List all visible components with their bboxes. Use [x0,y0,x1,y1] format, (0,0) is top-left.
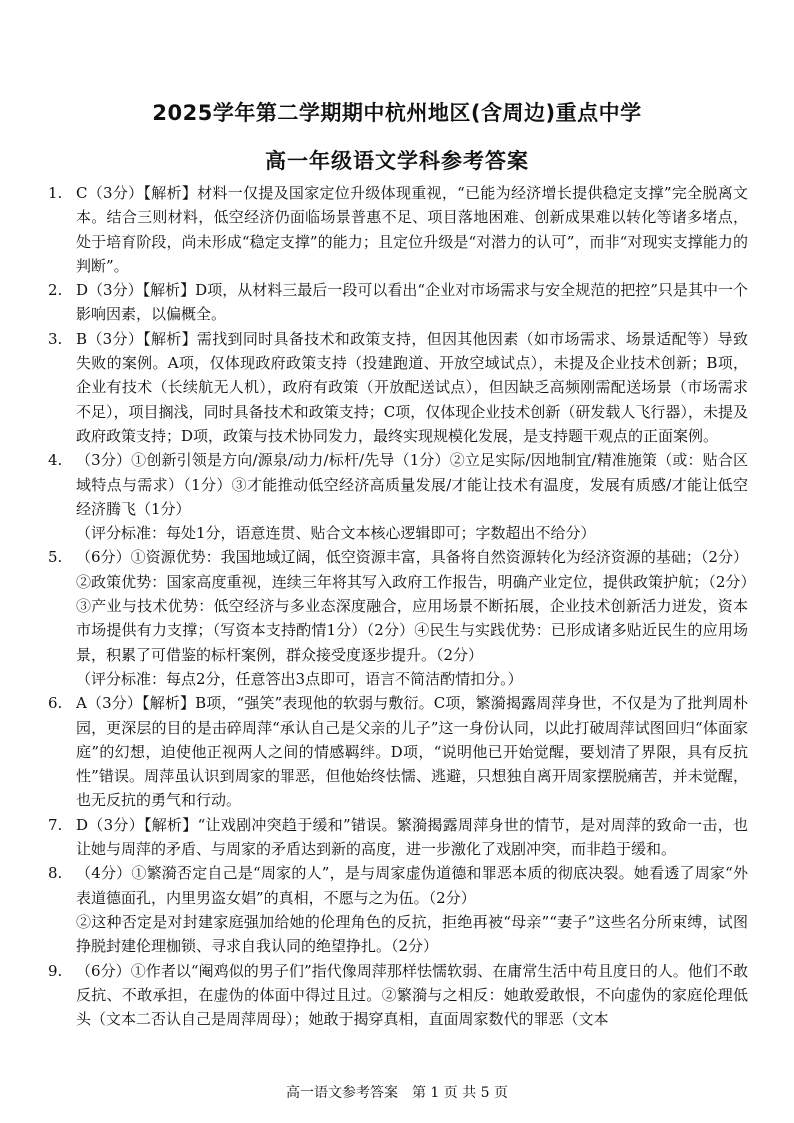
answer-number: 5. [48,548,63,567]
answer-number: 7. [48,815,63,834]
answer-paragraph: B（3分）【解析】需找到同时具备技术和政策支持，但因其他因素（如市场需求、场景适配等）导致失败的案例。A项，仅体现政府政策支持（投建跑道、开放空域试点），未提及企业技术创新；B项，企业有技术（长续航无人机），政府有政策（开放配送试点），但因缺乏高频刚需配送场景（市场需求不足），项目搁浅，同时具备技术和政策支持；C项，仅体现企业技术创新（研发载人飞行器），未提及政府政策支持；D项，政策与技术协同发力，最终实现规模化发展，是支持题干观点的正面案例。 [76,329,748,445]
answer-paragraph: （评分标准：每处1分，语意连贯、贴合文本核心逻辑即可；字数超出不给分） [76,524,596,543]
answer-number: 1. [48,184,63,202]
answer-paragraph: （6分）①资源优势：我国地域辽阔，低空资源丰富，具备将自然资源转化为经济资源的基础；（2分）②政策优势：国家高度重视，连续三年将其写入政府工作报告，明确产业定位，提供政策护航；（2分）③产业与技术优势：低空经济与多业态深度融合，应用场景不断拓展，企业技术创新活力迸发，资本市场提供有力支撑；（写资本支持酌情1分）（2分）④民生与实践优势：已形成诸多贴近民生的应用场景，积累了可借鉴的标杆案例，群众接受度逐步提升。（2分） [76,548,748,664]
answer-paragraph: ②这种否定是对封建家庭强加给她的伦理角色的反抗，拒绝再被“母亲”“妻子”这些名分所束缚，试图挣脱封建伦理枷锁、寻求自我认同的绝望挣扎。（2分） [76,912,748,956]
answer-number: 3. [48,329,63,348]
answer-item [48,959,748,1032]
answer-item [48,448,748,545]
answer-item [48,278,748,327]
answer-body [76,278,748,327]
answer-list [48,181,748,1031]
answer-body [76,813,748,862]
answer-body [76,959,748,1032]
answer-paragraph: （3分）①创新引领是方向/源泉/动力/标杆/先导（1分）②立足实际/因地制宜/精准施策（或：贴合区域特点与需求）（1分）③才能推动低空经济高质量发展/才能让技术有温度，发展有质感/才能让低空经济腾飞（1分） [76,451,748,518]
answer-item [48,861,748,958]
answer-body [76,327,748,448]
answer-item [48,545,748,691]
answer-paragraph: C（3分）【解析】材料一仅提及国家定位升级体现重视，“已能为经济增长提供稳定支撑”完全脱离文本。结合三则材料，低空经济仍面临场景普惠不足、项目落地困难、创新成果难以转化等诸多堵点，处于培育阶段，尚未形成“稳定支撑”的能力；且定位升级是“对潜力的认可”，而非“对现实支撑能力的判断”。 [76,184,748,275]
answer-paragraph: （6分）①作者以“阉鸡似的男子们”指代像周萍那样怯懦软弱、在庸常生活中苟且度日的人。他们不敢反抗、不敢承担，在虚伪的体面中得过且过。②繁漪与之相反：她敢爱敢恨，不向虚伪的家庭伦理低头（文本二否认自己是周萍周母）；她敢于揭穿真相，直面周家数代的罪恶（文本 [76,961,748,1029]
answer-number: 4. [48,451,63,470]
answer-paragraph: D（3分）【解析】“让戏剧冲突趋于缓和”错误。繁漪揭露周萍身世的情节，是对周萍的致命一击，也让她与周萍的矛盾、与周家的矛盾达到新的高度，进一步激化了戏剧冲突，而非趋于缓和。 [76,815,748,859]
answer-paragraph: （4分）①繁漪否定自己是“周家的人”，是与周家虚伪道德和罪恶本质的彻底决裂。她看透了周家“外表道德面孔，内里男盗女娼”的真相，不愿与之为伍。（2分） [76,864,748,907]
answer-paragraph: （评分标准：每点2分，任意答出3点即可，语言不简洁酌情扣分。） [76,669,523,688]
answer-body [76,691,748,812]
answer-body [76,181,748,278]
answer-number: 6. [48,694,63,713]
answer-item [48,691,748,812]
answer-number: 9. [48,961,63,980]
answer-paragraph: D（3分）【解析】D项，从材料三最后一段可以看出“企业对市场需求与安全规范的把控”只是其中一个影响因素，以偏概全。 [76,281,748,324]
answer-item [48,813,748,862]
answer-paragraph: A（3分）【解析】B项，“强笑”表现他的软弱与敷衍。C项，繁漪揭露周萍身世，不仅是为了批判周朴园，更深层的目的是击碎周萍“承认自己是父亲的儿子”这一身份认同，以此打破周萍试图回归“体面家庭”的幻想，迫使他正视两人之间的情感羁绊。D项，“说明他已开始觉醒，要划清了界限，具有反抗性”错误。周萍虽认识到周家的罪恶，但他始终怯懦、逃避，只想独自离开周家摆脱痛苦，并未觉醒，也无反抗的勇气和行动。 [76,694,748,810]
page-title: 2025学年第二学期期中杭州地区(含周边)重点中学 [152,101,642,125]
answer-body [76,448,748,545]
answer-item [48,327,748,448]
page-footer: 高一语文参考答案 第 1 页 共 5 页 [285,1085,509,1101]
answer-body [76,545,748,691]
answer-item [48,181,748,278]
answer-body [76,861,748,958]
answer-number: 8. [48,864,63,883]
page-subtitle: 高一年级语文学科参考答案 [265,149,529,173]
answer-number: 2. [48,281,63,300]
